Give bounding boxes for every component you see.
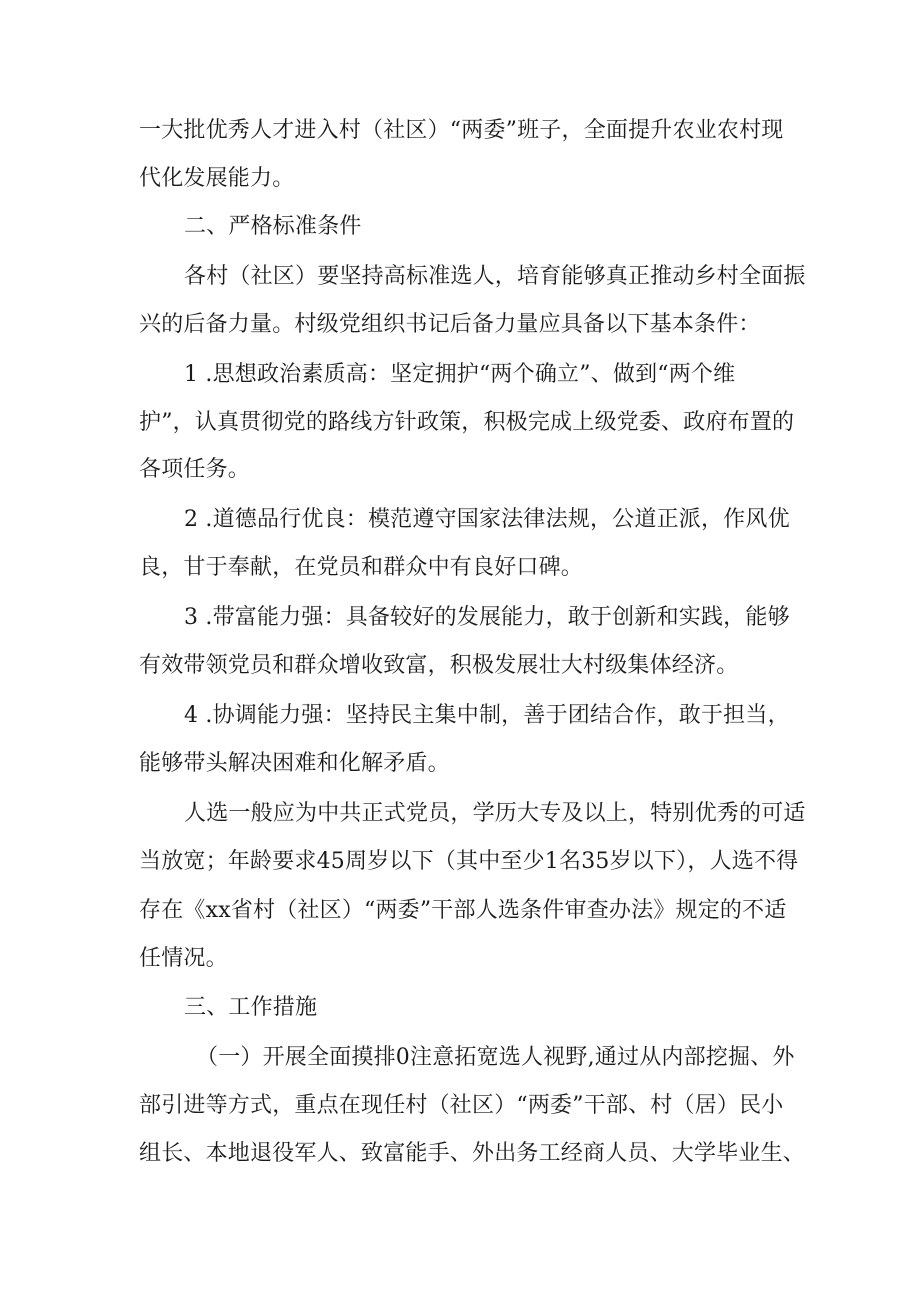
text-line: 良，甘于奉献，在党员和群众中有良好口碑。	[139, 555, 584, 580]
text-line: 任情况。	[139, 946, 228, 971]
text-line: 兴的后备力量。村级党组织书记后备力量应具备以下基本条件：	[139, 312, 761, 337]
text-line: 代化发展能力。	[139, 166, 295, 191]
text-line: 各项任务。	[139, 457, 251, 482]
text-line: 一大批优秀人才进入村（社区）“两委”班子，全面提升农业农村现	[139, 118, 784, 143]
list-item-line: 2 .道德品行优良：模范遵守国家法律法规，公道正派，作风优	[184, 507, 790, 532]
text-line: 有效带领党员和群众增收致富，积极发展壮大村级集体经济。	[139, 653, 739, 678]
text-line: 人选一般应为中共正式党员，学历大专及以上，特别优秀的可适	[184, 801, 806, 826]
text-line: 当放宽；年龄要求45周岁以下（其中至少1名35岁以下），人选不得	[139, 849, 799, 874]
text-line: （一）开展全面摸排0注意拓宽选人视野,通过从内部挖掘、外	[196, 1045, 795, 1070]
list-item-line: 3 .带富能力强：具备较好的发展能力，敢于创新和实践，能够	[184, 605, 790, 630]
section-heading: 三、工作措施	[184, 995, 318, 1020]
text-line: 部引进等方式，重点在现任村（社区）“两委”干部、村（居）民小	[139, 1093, 784, 1118]
text-line: 护”，认真贯彻党的路线方针政策，积极完成上级党委、政府布置的	[139, 410, 795, 435]
list-item-line: 1 .思想政治素质高：坚定拥护“两个确立”、做到“两个维	[184, 362, 736, 387]
text-line: 存在《xx省村（社区）“两委”干部人选条件审查办法》规定的不适	[139, 898, 787, 923]
text-line: 能够带头解决困难和化解矛盾。	[139, 751, 450, 776]
text-line: 组长、本地退役军人、致富能手、外出务工经商人员、大学毕业生、	[139, 1141, 806, 1166]
text-line: 各村（社区）要坚持高标准选人，培育能够真正推动乡村全面振	[184, 264, 806, 289]
section-heading: 二、严格标准条件	[184, 214, 362, 239]
list-item-line: 4 .协调能力强：坚持民主集中制，善于团结合作，敢于担当，	[184, 703, 790, 728]
